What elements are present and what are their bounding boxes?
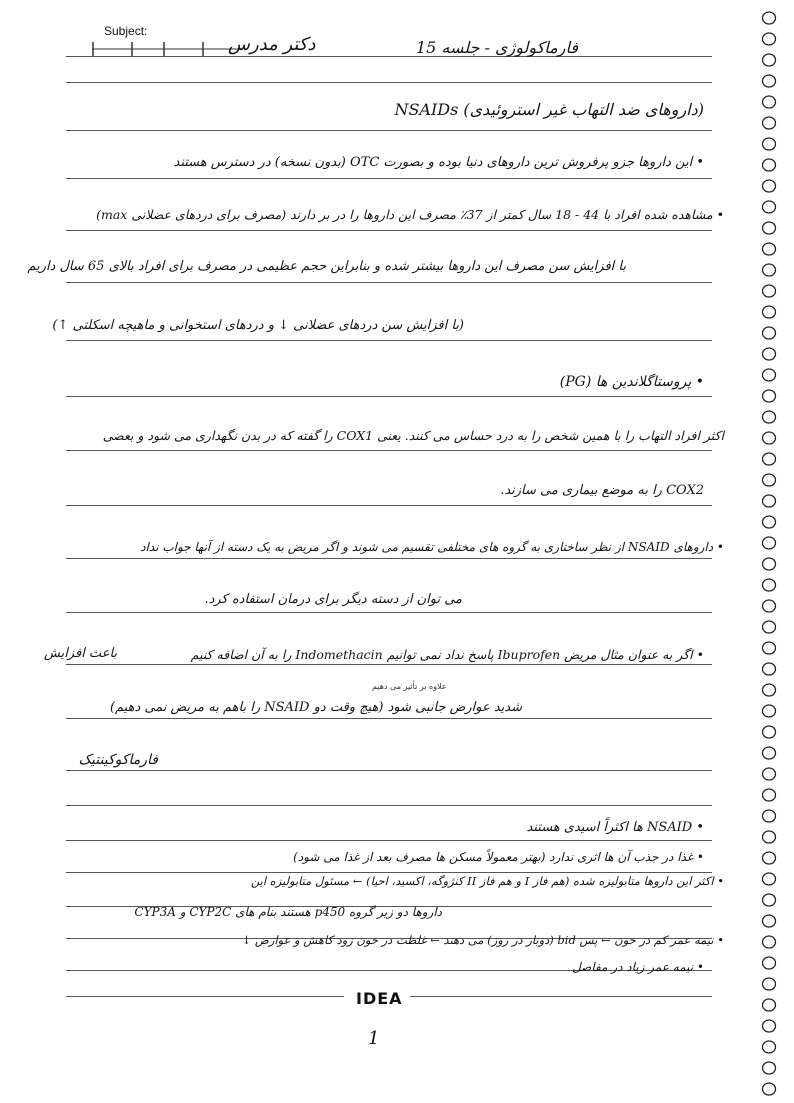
note-line: • داروهای NSAID از نظر ساختاری به گروه های مختلفی تقسیم می شوند و اگر مریض به یک دسته از آنها جواب نداد bbox=[140, 540, 724, 554]
binding-ring bbox=[763, 747, 776, 759]
binding-ring bbox=[763, 978, 776, 990]
binding-ring bbox=[763, 705, 776, 717]
ruled-line bbox=[66, 805, 712, 806]
binding-ring bbox=[763, 12, 776, 24]
binding-ring bbox=[763, 537, 776, 549]
binding-ring bbox=[763, 1083, 776, 1095]
lecturer-name: دکتر مدرس bbox=[228, 34, 316, 55]
ruled-line bbox=[66, 558, 712, 559]
binding-ring bbox=[763, 369, 776, 381]
binding-ring bbox=[763, 915, 776, 927]
binding-ring bbox=[763, 999, 776, 1011]
ruled-line bbox=[66, 612, 712, 613]
note-line: • اگر به عنوان مثال مریض Ibuprofen پاسخ نداد نمی توانیم Indomethacin را به آن اضافه کنیم bbox=[190, 647, 704, 662]
idea-logo: IDEA bbox=[356, 989, 403, 1008]
note-line: • نیمه عمر کم در خون ← پس bid (دوبار در روز) می دهند ← غلظت در خون زود کاهش و عوارض ↓ bbox=[241, 933, 724, 947]
binding-ring bbox=[763, 1020, 776, 1032]
binding-ring bbox=[763, 768, 776, 780]
note-line: COX2 را به موضع بیماری می سازند. bbox=[500, 483, 704, 498]
ruled-line bbox=[66, 505, 712, 506]
binding-ring bbox=[763, 264, 776, 276]
page-number: 1 bbox=[368, 1028, 380, 1049]
note-line: با افزایش سن مصرف این داروها بیشتر شده و بنابراین حجم عظیمی در مصرف برای افراد بالای 65 سال داریم bbox=[27, 259, 626, 274]
ruled-line bbox=[66, 130, 712, 131]
binding-ring bbox=[763, 600, 776, 612]
binding-ring bbox=[763, 1041, 776, 1053]
binding-ring bbox=[763, 306, 776, 318]
binding-ring bbox=[763, 873, 776, 885]
binding-ring bbox=[763, 75, 776, 87]
binding-ring bbox=[763, 243, 776, 255]
note-line: • غذا در جذب آن ها اثری ندارد (بهتر معمولاً مسکن ها مصرف بعد از غذا می شود) bbox=[293, 850, 704, 864]
note-line: اکثر افراد التهاب را با همین شخص را به درد حساس می کنند. یعنی COX1 را گفته که در بدن نگهداری می شود و بعضی bbox=[102, 428, 724, 443]
ruled-line bbox=[66, 340, 712, 341]
binding-ring bbox=[763, 684, 776, 696]
header-tick-marks bbox=[92, 42, 242, 56]
binding-ring bbox=[763, 936, 776, 948]
subject-label: Subject: bbox=[104, 24, 148, 38]
binding-ring bbox=[763, 54, 776, 66]
ruled-line bbox=[66, 82, 712, 83]
binding-ring bbox=[763, 642, 776, 654]
binding-ring bbox=[763, 1062, 776, 1074]
binding-ring bbox=[763, 180, 776, 192]
binding-ring bbox=[763, 894, 776, 906]
binding-ring bbox=[763, 432, 776, 444]
binding-ring bbox=[763, 579, 776, 591]
footer-rule-right bbox=[410, 996, 712, 997]
ruled-line bbox=[66, 718, 712, 719]
ruled-line bbox=[66, 840, 712, 841]
binding-ring bbox=[763, 96, 776, 108]
binding-ring bbox=[763, 516, 776, 528]
side-note-increase: باعث افزایش bbox=[44, 646, 118, 661]
ruled-line bbox=[66, 178, 712, 179]
note-line: • پروستاگلاندین ها (PG) bbox=[559, 374, 704, 390]
binding-ring bbox=[763, 138, 776, 150]
note-line: • این داروها جزو پرفروش ترین داروهای دنیا بوده و بصورت OTC (بدون نسخه) در دسترس هستند bbox=[173, 155, 704, 170]
binding-ring bbox=[763, 453, 776, 465]
ruled-line bbox=[66, 282, 712, 283]
binding-ring bbox=[763, 726, 776, 738]
binding-ring bbox=[763, 285, 776, 297]
ruled-line bbox=[66, 230, 712, 231]
binding-ring bbox=[763, 390, 776, 402]
binding-ring bbox=[763, 558, 776, 570]
binding-ring bbox=[763, 411, 776, 423]
note-line: • نیمه عمر زیاد در مفاصل bbox=[572, 960, 704, 974]
binding-ring bbox=[763, 33, 776, 45]
note-line: داروها دو زیر گروه p450 هستند بنام های CYP2C و CYP3A bbox=[134, 905, 442, 919]
binding-ring bbox=[763, 159, 776, 171]
note-line: • NSAID ها اکثراً اسیدی هستند bbox=[526, 820, 704, 835]
binding-ring bbox=[763, 222, 776, 234]
small-annotation: علاوه بر تأثیر می دهیم bbox=[372, 682, 447, 691]
ruled-line bbox=[66, 56, 712, 57]
note-line: • مشاهده شده افراد با 44 - 18 سال کمتر از 37٪ مصرف این داروها را در بر دارند (مصرف برای دردهای عضلانی max) bbox=[96, 207, 724, 222]
binding-ring bbox=[763, 327, 776, 339]
ruled-line bbox=[66, 664, 712, 665]
footer-rule-left bbox=[66, 996, 344, 997]
note-line: شدید عوارض جانبی شود (هیچ وقت دو NSAID را باهم به مریض نمی دهیم) bbox=[109, 700, 522, 715]
section-heading-pharmacokinetics: فارماکوکینتیک bbox=[78, 752, 158, 768]
note-line: • اکثر این داروها متابولیزه شده (هم فاز I و هم فاز II کنژوگه، اکسید، احیا) ← مسئول متابولیزه این bbox=[250, 874, 724, 888]
note-line: می توان از دسته دیگر برای درمان استفاده کرد. bbox=[204, 592, 462, 607]
binding-ring bbox=[763, 201, 776, 213]
ruled-line bbox=[66, 450, 712, 451]
binding-ring bbox=[763, 957, 776, 969]
binding-ring bbox=[763, 474, 776, 486]
binding-ring bbox=[763, 621, 776, 633]
note-line: (با افزایش سن دردهای عضلانی ↓ و دردهای استخوانی و ماهیچه اسکلتی ↑) bbox=[52, 318, 464, 333]
section-heading-nsaids: (داروهای ضد التهاب غیر استروئیدی) NSAIDs bbox=[394, 100, 704, 119]
binding-ring bbox=[763, 495, 776, 507]
binding-ring bbox=[763, 852, 776, 864]
binding-ring bbox=[763, 117, 776, 129]
spiral-binding bbox=[754, 0, 794, 1103]
binding-ring bbox=[763, 663, 776, 675]
binding-ring bbox=[763, 831, 776, 843]
ruled-line bbox=[66, 770, 712, 771]
binding-ring bbox=[763, 810, 776, 822]
binding-ring bbox=[763, 348, 776, 360]
ruled-line bbox=[66, 396, 712, 397]
lecture-title: فارماکولوژی - جلسه 15 bbox=[415, 38, 578, 57]
ruled-line bbox=[66, 872, 712, 873]
binding-ring bbox=[763, 789, 776, 801]
